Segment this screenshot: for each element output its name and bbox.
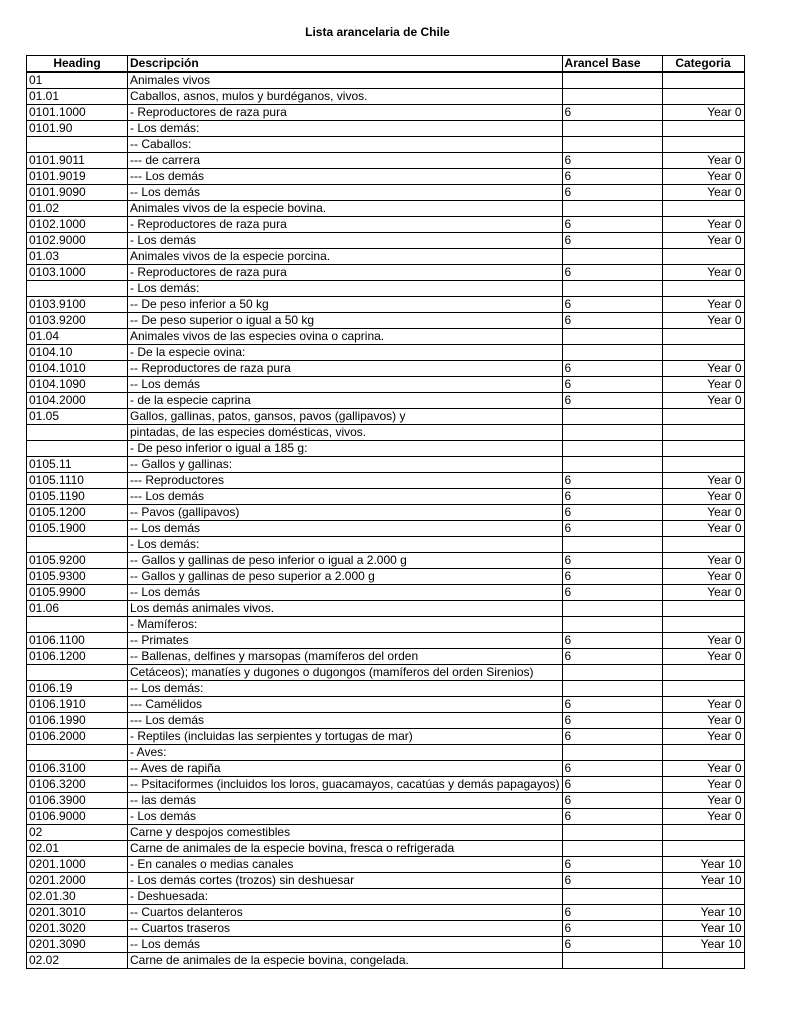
base-tariff-cell [562, 329, 662, 345]
base-tariff-cell [562, 137, 662, 153]
table-row [27, 633, 745, 649]
heading-cell: 01.03 [27, 249, 128, 265]
table-row [27, 713, 745, 729]
heading-cell: 0102.1000 [27, 217, 128, 233]
table-row [27, 425, 745, 441]
heading-cell [27, 425, 128, 441]
category-cell: Year 0 [662, 473, 744, 489]
base-tariff-cell: 6 [562, 185, 662, 201]
description-cell: -- Gallos y gallinas de peso superior a 2.000 g [128, 569, 563, 585]
base-tariff-cell: 6 [562, 921, 662, 937]
heading-cell: 02 [27, 825, 128, 841]
base-tariff-cell [562, 345, 662, 361]
description-cell: -- Cuartos delanteros [128, 905, 563, 921]
table-row [27, 153, 745, 169]
category-cell [662, 457, 744, 473]
heading-cell: 0106.1100 [27, 633, 128, 649]
description-cell: -- Los demás [128, 377, 563, 393]
description-cell: --- Camélidos [128, 697, 563, 713]
base-tariff-cell: 6 [562, 473, 662, 489]
base-tariff-cell [562, 201, 662, 217]
base-tariff-cell [562, 681, 662, 697]
heading-cell [27, 617, 128, 633]
heading-cell: 0105.11 [27, 457, 128, 473]
category-cell: Year 10 [662, 905, 744, 921]
category-cell: Year 0 [662, 777, 744, 793]
description-cell: - Los demás [128, 233, 563, 249]
base-tariff-cell: 6 [562, 713, 662, 729]
table-row [27, 617, 745, 633]
category-cell: Year 0 [662, 585, 744, 601]
heading-cell: 01.01 [27, 89, 128, 105]
category-cell: Year 0 [662, 713, 744, 729]
category-cell: Year 0 [662, 649, 744, 665]
description-cell: --- Los demás [128, 489, 563, 505]
base-tariff-cell: 6 [562, 809, 662, 825]
category-cell [662, 441, 744, 457]
description-cell: -- De peso superior o igual a 50 kg [128, 313, 563, 329]
description-cell: Animales vivos de las especies ovina o caprina. [128, 329, 563, 345]
description-cell: - Mamíferos: [128, 617, 563, 633]
table-row [27, 313, 745, 329]
description-cell: -- Gallos y gallinas de peso inferior o igual a 2.000 g [128, 553, 563, 569]
heading-cell [27, 537, 128, 553]
heading-cell [27, 137, 128, 153]
category-cell [662, 745, 744, 761]
heading-cell: 0106.1990 [27, 713, 128, 729]
description-cell: -- Pavos (gallipavos) [128, 505, 563, 521]
category-cell [662, 121, 744, 137]
column-header-base-tariff: Arancel Base [562, 56, 662, 73]
table-row [27, 553, 745, 569]
category-cell [662, 72, 744, 89]
description-cell: Carne y despojos comestibles [128, 825, 563, 841]
description-cell: Carne de animales de la especie bovina, fresca o refrigerada [128, 841, 563, 857]
description-cell: Animales vivos de la especie porcina. [128, 249, 563, 265]
table-row [27, 329, 745, 345]
base-tariff-cell [562, 825, 662, 841]
table-row [27, 521, 745, 537]
table-row [27, 441, 745, 457]
heading-cell: 0103.1000 [27, 265, 128, 281]
tariff-table-body [27, 72, 745, 969]
table-header-row [27, 56, 745, 73]
heading-cell: 0106.3200 [27, 777, 128, 793]
description-cell: Gallos, gallinas, patos, gansos, pavos (gallipavos) y [128, 409, 563, 425]
heading-cell: 0104.2000 [27, 393, 128, 409]
heading-cell: 0201.3010 [27, 905, 128, 921]
heading-cell: 0105.9900 [27, 585, 128, 601]
category-cell [662, 137, 744, 153]
description-cell: - De peso inferior o igual a 185 g: [128, 441, 563, 457]
base-tariff-cell: 6 [562, 729, 662, 745]
base-tariff-cell: 6 [562, 697, 662, 713]
base-tariff-cell [562, 121, 662, 137]
description-cell: - de la especie caprina [128, 393, 563, 409]
column-header-category: Categoria [662, 56, 744, 73]
heading-cell [27, 665, 128, 681]
base-tariff-cell [562, 889, 662, 905]
category-cell [662, 537, 744, 553]
category-cell: Year 0 [662, 361, 744, 377]
heading-cell: 02.01.30 [27, 889, 128, 905]
description-cell: -- Cuartos traseros [128, 921, 563, 937]
table-row [27, 537, 745, 553]
heading-cell: 0101.1000 [27, 105, 128, 121]
category-cell: Year 0 [662, 377, 744, 393]
heading-cell: 0201.2000 [27, 873, 128, 889]
table-row [27, 105, 745, 121]
heading-cell: 0105.9200 [27, 553, 128, 569]
base-tariff-cell: 6 [562, 169, 662, 185]
category-cell [662, 889, 744, 905]
category-cell: Year 0 [662, 569, 744, 585]
category-cell [662, 953, 744, 969]
base-tariff-cell [562, 72, 662, 89]
description-cell: -- De peso inferior a 50 kg [128, 297, 563, 313]
category-cell: Year 0 [662, 553, 744, 569]
description-cell: --- Los demás [128, 713, 563, 729]
table-row [27, 377, 745, 393]
base-tariff-cell: 6 [562, 393, 662, 409]
heading-cell: 0201.3020 [27, 921, 128, 937]
heading-cell: 0201.3090 [27, 937, 128, 953]
heading-cell: 0104.1090 [27, 377, 128, 393]
heading-cell: 0106.3900 [27, 793, 128, 809]
category-cell [662, 825, 744, 841]
category-cell [662, 201, 744, 217]
table-row [27, 825, 745, 841]
heading-cell: 0106.1200 [27, 649, 128, 665]
category-cell: Year 0 [662, 809, 744, 825]
base-tariff-cell: 6 [562, 569, 662, 585]
heading-cell: 0101.9019 [27, 169, 128, 185]
heading-cell: 0103.9200 [27, 313, 128, 329]
table-row [27, 905, 745, 921]
category-cell [662, 617, 744, 633]
category-cell: Year 10 [662, 921, 744, 937]
base-tariff-cell: 6 [562, 905, 662, 921]
description-cell: Cetáceos); manatíes y dugones o dugongos (mamíferos del orden Sirenios) [128, 665, 563, 681]
column-header-heading: Heading [27, 56, 128, 73]
heading-cell: 01.06 [27, 601, 128, 617]
base-tariff-cell [562, 953, 662, 969]
table-row [27, 569, 745, 585]
heading-cell [27, 745, 128, 761]
category-cell [662, 409, 744, 425]
table-row [27, 729, 745, 745]
category-cell: Year 0 [662, 793, 744, 809]
document-title: Lista arancelaria de Chile [305, 25, 450, 39]
heading-cell: 0105.1900 [27, 521, 128, 537]
description-cell: pintadas, de las especies domésticas, vivos. [128, 425, 563, 441]
description-cell: -- Aves de rapiña [128, 761, 563, 777]
base-tariff-cell: 6 [562, 777, 662, 793]
base-tariff-cell: 6 [562, 585, 662, 601]
heading-cell: 02.01 [27, 841, 128, 857]
category-cell: Year 0 [662, 233, 744, 249]
tariff-table [26, 55, 745, 969]
base-tariff-cell [562, 249, 662, 265]
category-cell: Year 0 [662, 393, 744, 409]
category-cell: Year 0 [662, 185, 744, 201]
heading-cell [27, 441, 128, 457]
category-cell: Year 0 [662, 505, 744, 521]
base-tariff-cell: 6 [562, 297, 662, 313]
category-cell: Year 0 [662, 153, 744, 169]
heading-cell: 0103.9100 [27, 297, 128, 313]
description-cell: -- Los demás [128, 937, 563, 953]
table-row [27, 585, 745, 601]
table-row [27, 777, 745, 793]
table-row [27, 137, 745, 153]
table-row [27, 393, 745, 409]
table-row [27, 841, 745, 857]
description-cell: -- Los demás [128, 585, 563, 601]
table-row [27, 345, 745, 361]
heading-cell: 0201.1000 [27, 857, 128, 873]
description-cell: - Reproductores de raza pura [128, 105, 563, 121]
description-cell: -- Los demás: [128, 681, 563, 697]
base-tariff-cell: 6 [562, 857, 662, 873]
base-tariff-cell: 6 [562, 105, 662, 121]
category-cell: Year 0 [662, 521, 744, 537]
heading-cell: 0102.9000 [27, 233, 128, 249]
description-cell: - Reptiles (incluidas las serpientes y tortugas de mar) [128, 729, 563, 745]
table-row [27, 233, 745, 249]
table-row [27, 169, 745, 185]
description-cell: - Aves: [128, 745, 563, 761]
table-row [27, 281, 745, 297]
base-tariff-cell: 6 [562, 505, 662, 521]
table-row [27, 649, 745, 665]
table-row [27, 681, 745, 697]
category-cell: Year 0 [662, 489, 744, 505]
base-tariff-cell: 6 [562, 153, 662, 169]
table-row [27, 937, 745, 953]
description-cell: - Los demás: [128, 121, 563, 137]
description-cell: - Deshuesada: [128, 889, 563, 905]
table-row [27, 121, 745, 137]
base-tariff-cell [562, 281, 662, 297]
category-cell [662, 425, 744, 441]
category-cell: Year 0 [662, 105, 744, 121]
heading-cell: 0106.9000 [27, 809, 128, 825]
category-cell: Year 0 [662, 729, 744, 745]
table-row [27, 201, 745, 217]
base-tariff-cell [562, 425, 662, 441]
heading-cell: 0101.9090 [27, 185, 128, 201]
category-cell: Year 0 [662, 169, 744, 185]
heading-cell: 0105.1190 [27, 489, 128, 505]
heading-cell: 0106.2000 [27, 729, 128, 745]
base-tariff-cell [562, 441, 662, 457]
description-cell: - Reproductores de raza pura [128, 265, 563, 281]
table-row [27, 665, 745, 681]
category-cell [662, 665, 744, 681]
base-tariff-cell [562, 665, 662, 681]
heading-cell: 0101.90 [27, 121, 128, 137]
heading-cell: 0105.9300 [27, 569, 128, 585]
base-tariff-cell [562, 537, 662, 553]
category-cell: Year 0 [662, 313, 744, 329]
base-tariff-cell [562, 601, 662, 617]
category-cell [662, 345, 744, 361]
heading-cell: 02.02 [27, 953, 128, 969]
table-row [27, 72, 745, 89]
base-tariff-cell: 6 [562, 873, 662, 889]
table-row [27, 505, 745, 521]
description-cell: -- Gallos y gallinas: [128, 457, 563, 473]
description-cell: Animales vivos [128, 72, 563, 89]
category-cell [662, 681, 744, 697]
category-cell: Year 0 [662, 297, 744, 313]
description-cell: --- Reproductores [128, 473, 563, 489]
base-tariff-cell [562, 841, 662, 857]
base-tariff-cell: 6 [562, 217, 662, 233]
base-tariff-cell: 6 [562, 761, 662, 777]
table-row [27, 809, 745, 825]
table-row [27, 761, 745, 777]
heading-cell: 0106.3100 [27, 761, 128, 777]
category-cell [662, 89, 744, 105]
description-cell: - En canales o medias canales [128, 857, 563, 873]
description-cell: -- Psitaciformes (incluidos los loros, guacamayos, cacatúas y demás papagayos) [128, 777, 563, 793]
table-row [27, 921, 745, 937]
category-cell: Year 10 [662, 937, 744, 953]
category-cell [662, 841, 744, 857]
description-cell: - Los demás [128, 809, 563, 825]
base-tariff-cell: 6 [562, 633, 662, 649]
heading-cell: 0106.1910 [27, 697, 128, 713]
table-row [27, 473, 745, 489]
table-row [27, 953, 745, 969]
description-cell: - Los demás: [128, 281, 563, 297]
table-row [27, 297, 745, 313]
category-cell: Year 0 [662, 217, 744, 233]
base-tariff-cell: 6 [562, 233, 662, 249]
description-cell: --- Los demás [128, 169, 563, 185]
base-tariff-cell: 6 [562, 361, 662, 377]
description-cell: Animales vivos de la especie bovina. [128, 201, 563, 217]
heading-cell: 0105.1110 [27, 473, 128, 489]
table-row [27, 697, 745, 713]
table-row [27, 89, 745, 105]
base-tariff-cell: 6 [562, 377, 662, 393]
category-cell: Year 0 [662, 265, 744, 281]
table-row [27, 185, 745, 201]
table-row [27, 601, 745, 617]
table-row [27, 889, 745, 905]
base-tariff-cell: 6 [562, 521, 662, 537]
description-cell: -- las demás [128, 793, 563, 809]
base-tariff-cell: 6 [562, 937, 662, 953]
description-cell: -- Caballos: [128, 137, 563, 153]
category-cell: Year 0 [662, 761, 744, 777]
heading-cell: 01 [27, 72, 128, 89]
description-cell: Los demás animales vivos. [128, 601, 563, 617]
description-cell: -- Ballenas, delfines y marsopas (mamíferos del orden [128, 649, 563, 665]
base-tariff-cell: 6 [562, 313, 662, 329]
description-cell: Caballos, asnos, mulos y burdéganos, vivos. [128, 89, 563, 105]
description-cell: -- Primates [128, 633, 563, 649]
base-tariff-cell: 6 [562, 553, 662, 569]
heading-cell [27, 281, 128, 297]
category-cell [662, 281, 744, 297]
base-tariff-cell [562, 617, 662, 633]
base-tariff-cell: 6 [562, 649, 662, 665]
table-row [27, 361, 745, 377]
heading-cell: 0101.9011 [27, 153, 128, 169]
base-tariff-cell [562, 745, 662, 761]
category-cell [662, 601, 744, 617]
description-cell: - Los demás: [128, 537, 563, 553]
category-cell: Year 0 [662, 697, 744, 713]
column-header-description: Descripción [128, 56, 563, 73]
description-cell: -- Los demás [128, 521, 563, 537]
description-cell: Carne de animales de la especie bovina, congelada. [128, 953, 563, 969]
category-cell: Year 10 [662, 857, 744, 873]
base-tariff-cell [562, 89, 662, 105]
description-cell: - De la especie ovina: [128, 345, 563, 361]
heading-cell: 0105.1200 [27, 505, 128, 521]
category-cell [662, 249, 744, 265]
base-tariff-cell: 6 [562, 265, 662, 281]
category-cell: Year 0 [662, 633, 744, 649]
table-row [27, 457, 745, 473]
table-row [27, 409, 745, 425]
heading-cell: 01.04 [27, 329, 128, 345]
description-cell: -- Los demás [128, 185, 563, 201]
base-tariff-cell [562, 457, 662, 473]
table-row [27, 793, 745, 809]
table-row [27, 873, 745, 889]
heading-cell: 0104.1010 [27, 361, 128, 377]
table-row [27, 217, 745, 233]
table-row [27, 857, 745, 873]
table-row [27, 249, 745, 265]
table-row [27, 265, 745, 281]
category-cell: Year 10 [662, 873, 744, 889]
heading-cell: 01.05 [27, 409, 128, 425]
heading-cell: 0106.19 [27, 681, 128, 697]
heading-cell: 01.02 [27, 201, 128, 217]
description-cell: --- de carrera [128, 153, 563, 169]
base-tariff-cell: 6 [562, 793, 662, 809]
description-cell: - Los demás cortes (trozos) sin deshuesar [128, 873, 563, 889]
category-cell [662, 329, 744, 345]
base-tariff-cell [562, 409, 662, 425]
base-tariff-cell: 6 [562, 489, 662, 505]
description-cell: - Reproductores de raza pura [128, 217, 563, 233]
heading-cell: 0104.10 [27, 345, 128, 361]
table-row [27, 745, 745, 761]
table-row [27, 489, 745, 505]
description-cell: -- Reproductores de raza pura [128, 361, 563, 377]
